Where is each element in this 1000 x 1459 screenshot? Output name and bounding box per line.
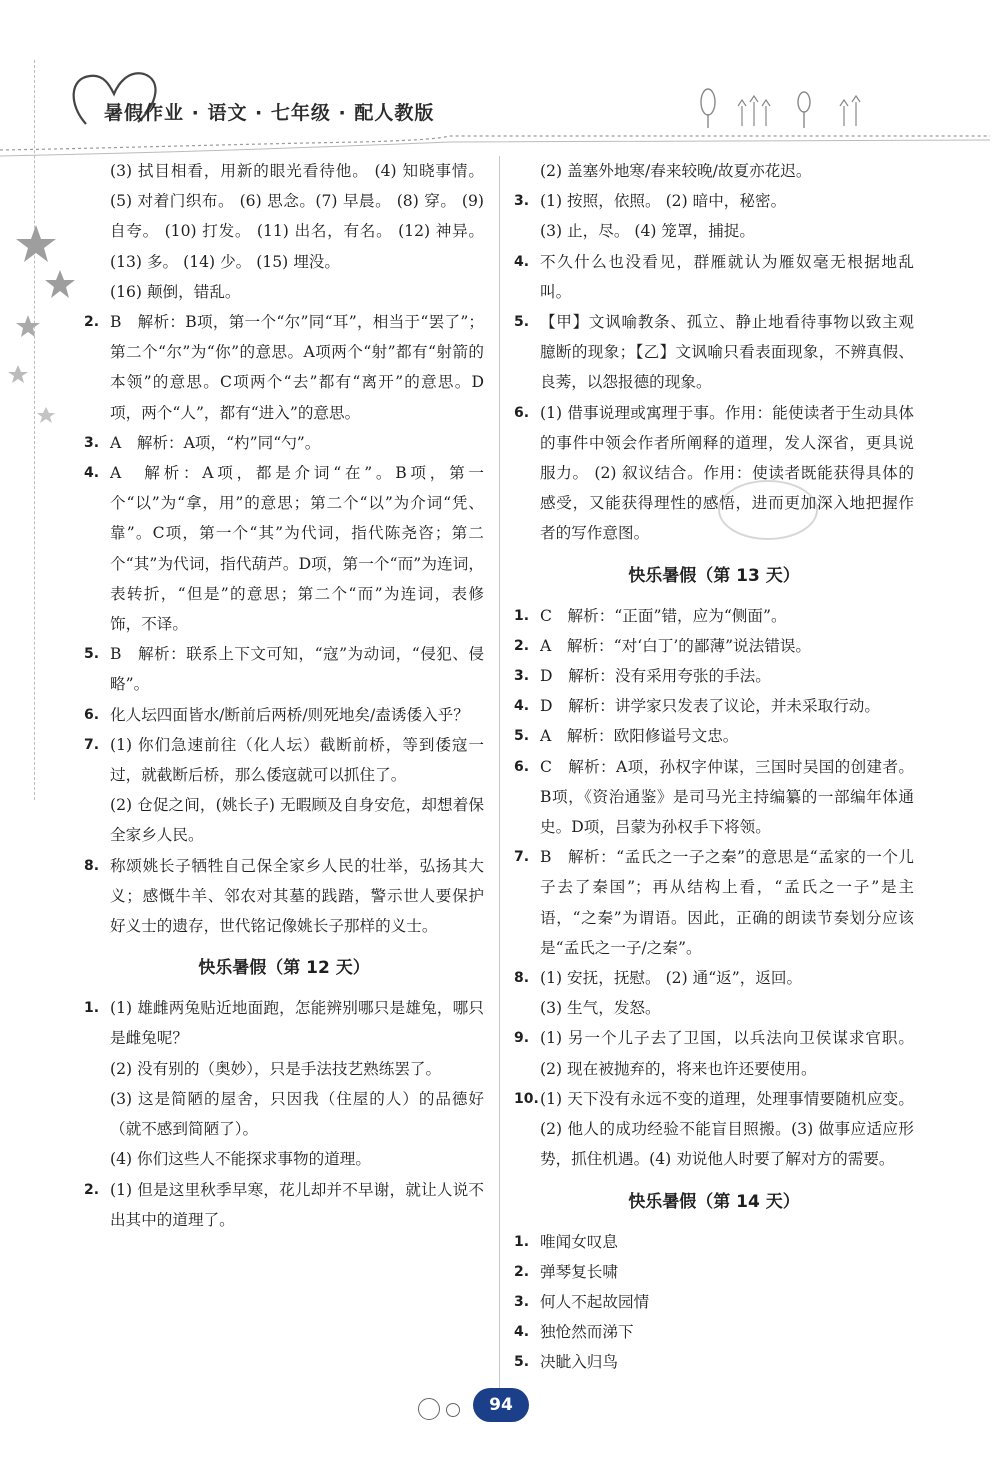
answer-number: 5. [84,646,100,663]
answer-number: 2. [84,314,100,331]
answer-text: 弹琴复长啸 [540,1262,618,1281]
answer-number: 2. [514,1263,530,1280]
answer-number: 6. [84,706,100,723]
answer-text: (1) 雄雌两兔贴近地面跑，怎能辨别哪只是雄兔，哪只是雌兔呢？ [110,999,484,1048]
answer-text: A 解析：欧阳修谥号文忠。 [540,727,739,746]
answer-item [514,307,914,398]
right-column [514,156,914,1378]
page-header [0,0,1000,160]
answer-item [84,851,484,942]
answer-item [514,752,914,843]
answer-number: 8. [84,857,100,874]
answer-item [514,1317,914,1347]
answer-number: 2. [514,637,530,654]
answer-text: 独怆然而涕下 [540,1323,634,1342]
answer-text: D 解析：没有采用夸张的手法。 [540,667,771,686]
answer-text: (1) 但是这里秋季早寒，花儿却并不早谢，就让人说不出其中的道理了。 [110,1180,484,1229]
answer-text: (1) 按照，依照。 (2) 暗中，秘密。 [540,192,787,211]
left-column [84,156,484,1235]
answer-text: D 解析：讲学家只发表了议论，并未采取行动。 [540,697,880,716]
answer-item [514,1084,914,1175]
answer-subitem: (4) 你们这些人不能探求事物的道理。 [110,1150,371,1169]
answer-number: 2. [84,1181,100,1198]
answer-number: 4. [84,465,100,482]
answer-number: 5. [514,1354,530,1371]
answer-subitem: (3) 拭目相看，用新的眼光看待他。 (4) 知晓事情。 (5) 对着门织布。 (6) 思念。(7) 早晨。 (8) 穿。 (9) 自夸。 (10) 打发。 (11) 出名，有名。 (12) 神异。(13) 多。 (14) 少。 (15) 埋没。 [110,162,484,271]
answer-number: 4. [514,698,530,715]
answer-item [514,661,914,691]
answer-number: 7. [84,736,100,753]
answer-item [514,691,914,721]
answer-text: (1) 借事说理或寓理于事。作用：能使读者于生动具体的事件中领会作者所阐释的道理，发人深省，更具说服力。 (2) 叙议结合。作用：使读者既能获得具体的感受，又能获得理性的感悟，进而更加深入地把握作者的写作意图。 [540,403,914,543]
tree-flower-decoration-icon [692,86,882,130]
answer-text: A 解析：“对‘白丁’的鄙薄”说法错误。 [540,636,812,655]
answer-number: 7. [514,849,530,866]
answer-subitem: (3) 这是简陋的屋舍，只因我（住屋的人）的品德好（就不感到简陋了）。 [110,1089,484,1139]
answer-number: 5. [514,314,530,331]
answer-item [514,842,914,963]
answer-text: B 解析：B项，第一个“尔”同“耳”，相当于“罢了”；第二个“尔”为“你”的意思。A项两个“射”都有“射箭的本领”的意思。C项两个“去”都有“离开”的意思。D项，两个“人”，都有“进入”的意思。 [110,313,484,422]
answer-number: 3. [514,1293,530,1310]
answer-number: 6. [514,404,530,421]
answer-item [514,1347,914,1377]
answer-text: C 解析：“正面”错，应为“侧面”。 [540,606,787,625]
star-decoration-icon [0,215,80,435]
answer-text: 何人不起故园情 [540,1292,650,1311]
book-title: 暑假作业 · 语文 · 七年级 · 配人教版 [104,102,435,124]
answer-number: 1. [514,607,530,624]
answer-item [84,730,484,790]
answer-item [514,631,914,661]
answer-number: 3. [514,193,530,210]
answer-item [514,1023,914,1083]
answer-number: 9. [514,1030,530,1047]
circle-ornament-icon [446,1403,460,1417]
section-title-day-14: 快乐暑假（第 14 天） [628,1191,800,1212]
answer-item [84,428,484,458]
answer-text: (1) 安抚，抚慰。 (2) 通“返”，返回。 [540,969,803,988]
answer-item [514,963,914,993]
answer-number: 10. [514,1090,539,1107]
answer-subitem: (2) 盖塞外地寒/春来较晚/故夏亦花迟。 [540,162,812,180]
answer-item [514,247,914,307]
answer-subitem: (16) 颠倒，错乱。 [110,282,241,301]
column-divider [499,156,500,1391]
answer-text: (1) 另一个儿子去了卫国，以兵法向卫侯谋求官职。 (2) 现在被抛弃的，将来也许还要使用。 [540,1029,914,1078]
answer-text: (1) 天下没有永远不变的道理，处理事情要随机应变。(2) 他人的成功经验不能盲目照搬。(3) 做事应适应形势，抓住机遇。(4) 劝说他人时要了解对方的需要。 [540,1089,914,1169]
answer-item [514,1257,914,1287]
answer-text: 唯闻女叹息 [540,1232,618,1251]
answer-text: A 解析：A项，都是介词“在”。B项，第一个“以”为“拿，用”的意思；第二个“以”为介词“凭、靠”。C项，第一个“其”为代词，指代陈尧咨；第二个“其”为代词，指代葫芦。D项，第一个“而”为连词，表转折，“但是”的意思；第二个“而”为连词，表修饰，不译。 [110,464,484,634]
answer-text: 化人坛四面皆水/断前后两桥/则死地矣/盍诱倭入乎？ [110,705,469,724]
answer-item [84,458,484,639]
answer-number: 8. [514,970,530,987]
answer-number: 6. [514,758,530,775]
answer-item [514,721,914,751]
section-title-day-13: 快乐暑假（第 13 天） [628,565,800,586]
circle-ornament-icon [418,1398,440,1420]
answer-text: 【甲】文讽喻教条、孤立、静止地看待事物以致主观臆断的现象；【乙】文讽喻只看表面现象，不辨真假、良莠，以怨报德的现象。 [540,313,914,392]
section-title-day-12: 快乐暑假（第 12 天） [198,958,370,979]
answer-subitem: (2) 没有别的（奥妙），只是手法技艺熟练罢了。 [110,1059,442,1078]
page-number: 94 [473,1388,529,1422]
answer-number: 1. [514,1233,530,1250]
answer-number: 3. [84,434,100,451]
answer-item [84,993,484,1053]
answer-item [514,1227,914,1257]
answer-text: 称颂姚长子牺牲自己保全家乡人民的壮举，弘扬其大义；感慨牛羊、邻农对其墓的践踏，警示世人要保护好义士的遗存，世代铭记像姚长子那样的义士。 [110,856,484,936]
answer-item [514,186,914,216]
answer-text: 决眦入归鸟 [540,1353,618,1372]
answer-item [84,1175,484,1235]
answer-item [84,307,484,428]
stamp-watermark-icon [718,480,818,540]
answer-number: 4. [514,1324,530,1341]
answer-item [514,398,914,549]
answer-text: 不久什么也没看见，群雁就认为雁奴毫无根据地乱叫。 [540,252,914,301]
answer-text: B 解析：联系上下文可知，“寇”为动词，“侵犯、侵略”。 [110,645,484,694]
answer-number: 5. [514,728,530,745]
answer-text: (1) 你们急速前往（化人坛）截断前桥，等到倭寇一过，就截断后桥，那么倭寇就可以抓住了。 [110,735,484,785]
answer-item [514,1287,914,1317]
page-footer [0,1385,1000,1445]
answer-subitem: (3) 生气，发怒。 [540,999,661,1018]
answer-text: B 解析：“孟氏之一子之秦”的意思是“孟家的一个儿子去了秦国”；再从结构上看，“孟氏之一子”是主语，“之秦”为谓语。因此，正确的朗读节奏划分应该是“孟氏之一子/之秦”。 [540,848,914,957]
answer-item [84,639,484,699]
answer-number: 4. [514,253,530,270]
answer-text: C 解析：A项，孙权字仲谋，三国时吴国的创建者。B项，《资治通鉴》是司马光主持编纂的一部编年体通史。D项，吕蒙为孙权手下将领。 [540,757,914,837]
answer-text: A 解析：A项，“杓”同“勺”。 [110,433,321,452]
answer-number: 3. [514,668,530,685]
answer-item [514,601,914,631]
answer-number: 1. [84,1000,100,1017]
answer-subitem: (3) 止，尽。 (4) 笼罩，捕捉。 [540,222,755,241]
answer-subitem: (2) 仓促之间，(姚长子) 无暇顾及自身安危，却想着保全家乡人民。 [110,796,484,845]
answer-item [84,700,484,730]
